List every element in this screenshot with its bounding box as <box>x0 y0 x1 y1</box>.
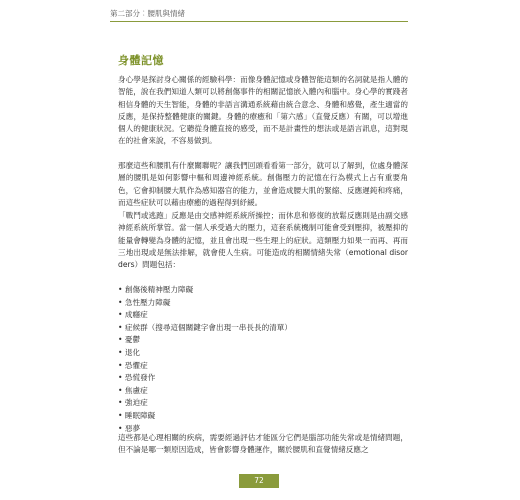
section-title: 身體記憶 <box>118 54 164 67</box>
paragraph-body-memory: 身心學是探討身心關係的經驗科學：而像身體記憶或身體智能這類的名詞就是指人體的智能，說在我們知道人類可以將創傷事件的相關記憶嵌入體內和腦中。身心學的實踐者相信身體的天生智能，身體的非語言溝通系統藉由統合意念、身體和感覺，產生適當的反應，是保持整體健康的關鍵。身體的療癒和「第六感」（直覺反應）有關，可以增進個人的健康狀況。它聽從身體直接的感受，而不是計畫性的想法或是語言訊息，這對現在的社會來說，不容易做到。 <box>118 75 408 146</box>
list-item: • 強迫症 <box>118 398 148 408</box>
list-item: • 惡夢 <box>118 423 141 433</box>
page-number: 72 <box>239 474 279 488</box>
disorder-list <box>118 284 408 435</box>
list-item: • 退化 <box>118 347 141 357</box>
list-item: • 急性壓力障礙 <box>118 297 171 307</box>
list-item: • 恐懼症 <box>118 360 148 370</box>
list-item: • 創傷後精神壓力障礙 <box>118 285 194 294</box>
list-item: • 成癮症 <box>118 310 148 320</box>
list-item: • 憂鬱 <box>118 335 141 345</box>
paragraph-psoas-relation: 那麼這些和腰肌有什麼關聯呢？讓我們回頭看看第一部分，就可以了解到，位處身體深層的腰肌是如何影響中樞和周邊神經系統。創傷壓力的記憶在行為模式上占有重要角色，它會抑制腰大肌作為感知器官的能力，並會造成腰大肌的緊縮、反應遲鈍和疼痛，而這些症狀可以藉由療癒的過程得到紓緩。 <box>118 161 408 207</box>
list-item: • 焦慮症 <box>118 385 148 395</box>
list-item: • 恐慌發作 <box>118 373 156 383</box>
list-item: • 睡眠障礙 <box>118 410 156 420</box>
paragraph-closing: 這些都是心理相關的疾病，需要經過評估才能區分它們是腦部功能失常或是情緒問題，但不論是哪一類原因造成，皆會影響身體運作，關於腰肌和直覺情緒反應之 <box>118 433 408 455</box>
list-item: • 症候群（搜尋這個關鍵字會出現一串長長的清單） <box>118 322 292 332</box>
paragraph-fight-or-flight: 「戰鬥或逃跑」反應是由交感神經系統所操控；而休息和修復的放鬆反應則是由副交感神經系統所掌管。當一個人承受過大的壓力，這套系統機制可能會受到壓抑，被壓抑的能量會轉變為身體的記憶，並且會出現一些生理上的症狀。這類壓力如果一而再、再而三地出現或是無法排解，就會使人生病。可能造成的相關情緒失常（emotional disorders）問題包括： <box>118 211 408 270</box>
running-header: 第二部分︰腰肌與情緒 <box>110 8 408 22</box>
